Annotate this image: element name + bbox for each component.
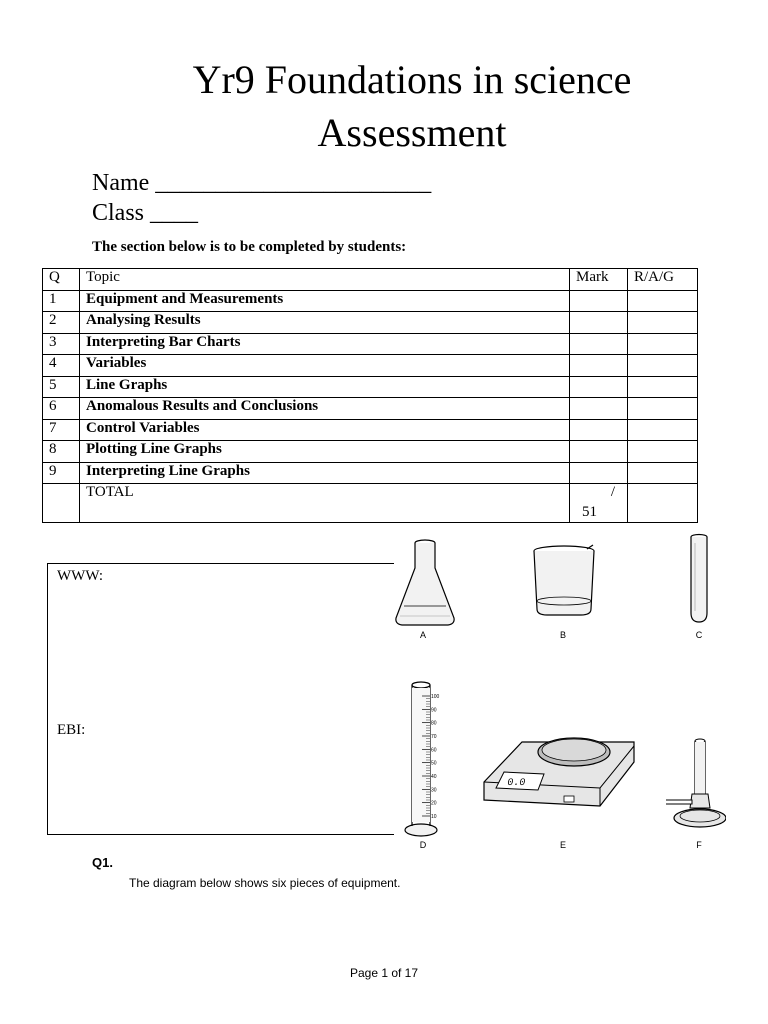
row-rag[interactable] <box>628 312 698 334</box>
row-topic: Interpreting Bar Charts <box>80 333 570 355</box>
row-rag[interactable] <box>628 290 698 312</box>
test-tube-icon <box>684 533 714 625</box>
total-out-of: 51 <box>582 504 597 520</box>
measuring-cylinder-icon <box>402 680 444 840</box>
table-row <box>43 419 698 441</box>
row-rag[interactable] <box>628 441 698 463</box>
row-mark[interactable] <box>570 312 628 334</box>
row-topic: Plotting Line Graphs <box>80 441 570 463</box>
row-mark[interactable] <box>570 419 628 441</box>
label-e: E <box>559 840 566 850</box>
total-row <box>43 484 698 523</box>
www-label: WWW: <box>57 568 104 584</box>
header-q: Q <box>43 269 80 291</box>
topics-table <box>42 268 698 523</box>
table-row <box>43 462 698 484</box>
table-row <box>43 376 698 398</box>
row-topic: Control Variables <box>80 419 570 441</box>
bunsen-burner-icon <box>664 738 726 834</box>
row-q: 9 <box>43 462 80 484</box>
table-row <box>43 312 698 334</box>
label-b: B <box>559 630 566 640</box>
cylinder-tick-label: 30 <box>431 787 437 794</box>
row-mark[interactable] <box>570 376 628 398</box>
row-topic: Line Graphs <box>80 376 570 398</box>
feedback-box[interactable] <box>47 563 394 835</box>
instruction-text: The section below is to be completed by students: <box>92 239 407 255</box>
header-mark: Mark <box>570 269 628 291</box>
table-header-row <box>43 269 698 291</box>
label-d: D <box>419 840 427 850</box>
cylinder-tick-label: 10 <box>431 814 437 820</box>
row-q: 4 <box>43 355 80 377</box>
row-q: 3 <box>43 333 80 355</box>
page-subtitle: Assessment <box>317 110 507 155</box>
row-topic: Equipment and Measurements <box>80 290 570 312</box>
row-q: 7 <box>43 419 80 441</box>
row-mark[interactable] <box>570 355 628 377</box>
page-footer: Page 1 of 17 <box>349 966 419 980</box>
total-label: TOTAL <box>80 484 570 523</box>
question-number: Q1. <box>92 855 113 870</box>
row-mark[interactable] <box>570 441 628 463</box>
cylinder-tick-label: 90 <box>431 707 437 714</box>
row-topic: Analysing Results <box>80 312 570 334</box>
row-rag[interactable] <box>628 398 698 420</box>
label-c: C <box>695 630 703 640</box>
total-slash: / <box>610 484 615 500</box>
scale-display: 0.0 <box>506 778 527 789</box>
beaker-icon <box>527 543 603 619</box>
cylinder-tick-label: 20 <box>431 800 437 807</box>
row-topic: Anomalous Results and Conclusions <box>80 398 570 420</box>
row-topic: Interpreting Line Graphs <box>80 462 570 484</box>
total-q-cell <box>43 484 80 523</box>
cylinder-tick-label: 60 <box>431 747 437 754</box>
header-topic: Topic <box>80 269 570 291</box>
row-rag[interactable] <box>628 462 698 484</box>
row-q: 2 <box>43 312 80 334</box>
row-mark[interactable] <box>570 290 628 312</box>
row-rag[interactable] <box>628 355 698 377</box>
class-field: Class ____ <box>92 200 199 226</box>
cylinder-tick-label: 70 <box>431 734 437 740</box>
question-text: The diagram below shows six pieces of equipment. <box>129 876 401 890</box>
label-f: F <box>696 840 702 850</box>
row-mark[interactable] <box>570 462 628 484</box>
row-q: 1 <box>43 290 80 312</box>
cylinder-tick-label: 100 <box>431 694 440 700</box>
cylinder-tick-label: 50 <box>431 760 437 767</box>
name-field: Name _______________________ <box>92 170 432 196</box>
electronic-balance-icon <box>482 722 638 812</box>
label-a: A <box>419 630 426 640</box>
table-row <box>43 355 698 377</box>
cylinder-tick-label: 40 <box>431 774 437 780</box>
header-rag: R/A/G <box>628 269 698 291</box>
ebi-label: EBI: <box>57 722 86 738</box>
page-title: Yr9 Foundations in science <box>192 57 632 102</box>
row-q: 5 <box>43 376 80 398</box>
row-mark[interactable] <box>570 333 628 355</box>
row-mark[interactable] <box>570 398 628 420</box>
total-mark[interactable] <box>570 484 628 523</box>
table-row <box>43 441 698 463</box>
table-row <box>43 290 698 312</box>
table-row <box>43 333 698 355</box>
row-q: 8 <box>43 441 80 463</box>
row-rag[interactable] <box>628 333 698 355</box>
table-row <box>43 398 698 420</box>
total-rag[interactable] <box>628 484 698 523</box>
conical-flask-icon <box>392 538 458 630</box>
row-topic: Variables <box>80 355 570 377</box>
row-rag[interactable] <box>628 419 698 441</box>
row-rag[interactable] <box>628 376 698 398</box>
row-q: 6 <box>43 398 80 420</box>
cylinder-tick-label: 80 <box>431 720 437 727</box>
